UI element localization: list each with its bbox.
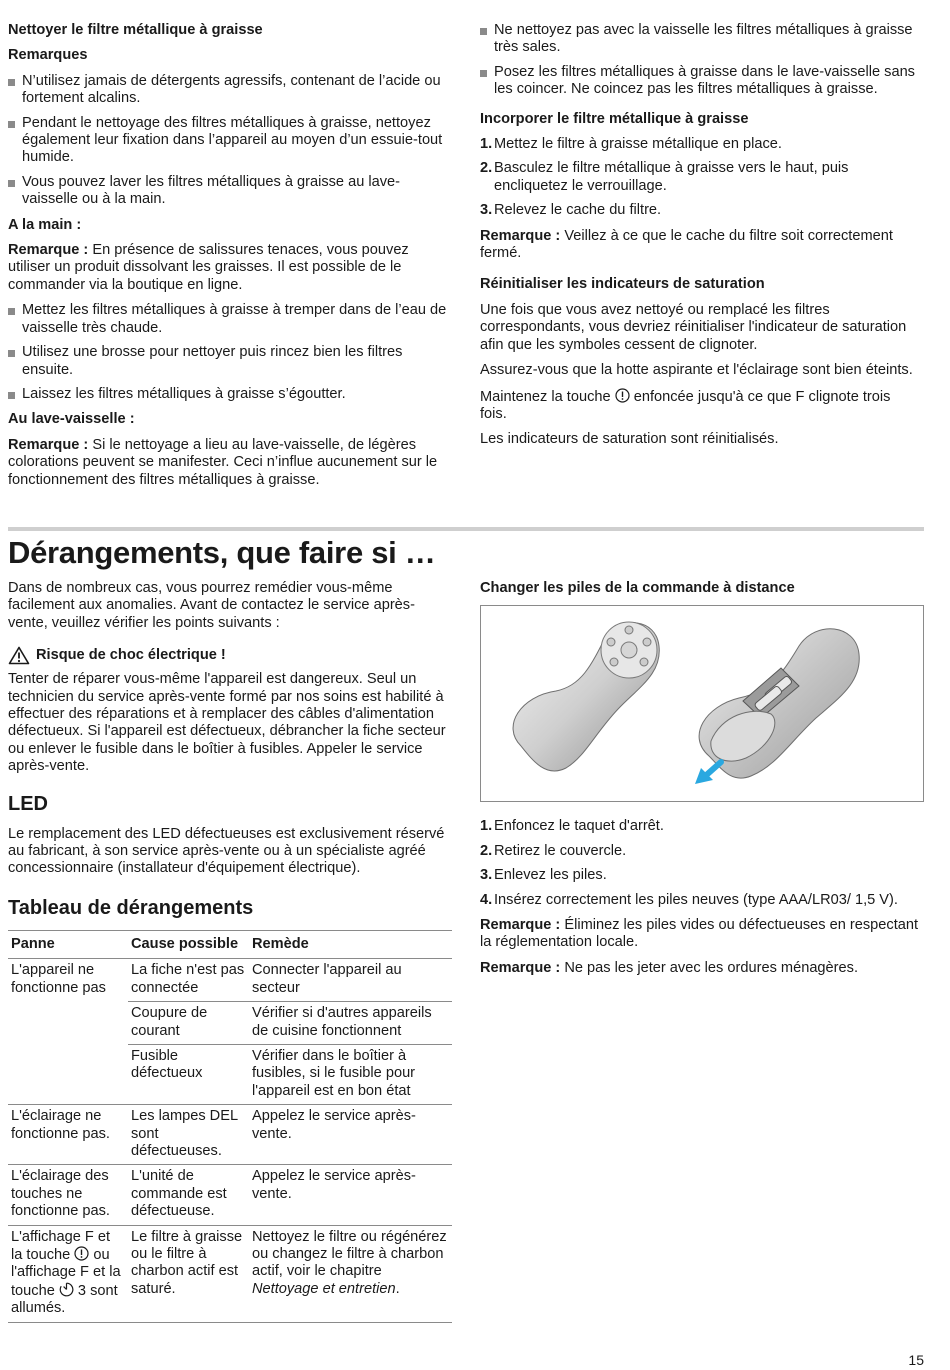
- note-household-waste: [480, 960, 924, 977]
- step-number: 1.: [480, 136, 493, 153]
- column-header: Panne: [8, 930, 128, 958]
- text: L'affichage F et la touche: [11, 1228, 111, 1263]
- list-item: [480, 843, 924, 860]
- step-number: 3.: [480, 867, 493, 884]
- list-item: [480, 867, 924, 884]
- section-cleaning-metal-filter: [8, 22, 448, 497]
- paragraph: Une fois que vous avez nettoyé ou remplacé les filtres correspondants, vous devriez réinitialiser l'indicateur de saturation afin que les symboles cessent de clignoter.: [480, 301, 907, 353]
- step-number: 1.: [480, 818, 493, 835]
- table-cell: Le filtre à graisse ou le filtre à charbon actif est saturé.: [128, 1225, 249, 1322]
- step-text: Basculez le filtre métallique à graisse vers le haut, puis encliquetez le verrouillage.: [494, 160, 849, 194]
- list-item: Laissez les filtres métalliques à graisse s’égoutter.: [8, 386, 448, 403]
- list-item: Utilisez une brosse pour nettoyer puis rincez bien les filtres ensuite.: [8, 344, 448, 379]
- table-header-row: [8, 930, 452, 958]
- timer-icon: [59, 1282, 74, 1297]
- remote-control-illustration: [480, 605, 924, 802]
- section-remote-batteries: [480, 580, 924, 985]
- text: enfoncée jusqu'à ce que F clignote trois fois.: [480, 388, 891, 422]
- list-item: Mettez les filtres métalliques à graisse à tremper dans de l’eau de vaisselle très chaude.: [8, 302, 448, 337]
- heading-reset-indicators: Réinitialiser les indicateurs de saturation: [480, 276, 765, 293]
- led-paragraph: Le remplacement des LED défectueuses est exclusivement réservé au fabricant, à son service après-vente ou à un spécialiste agréé concessionnaire (installateur d'équipement électrique).: [8, 825, 445, 877]
- note-label: Remarque :: [8, 242, 89, 259]
- text: ou l'affichage F et la touche: [11, 1246, 121, 1299]
- step-text: Relevez le cache du filtre.: [494, 202, 662, 219]
- text: Nettoyez le filtre ou régénérez ou changez le filtre à charbon actif, voir le chapitre: [252, 1228, 447, 1280]
- note-install: [480, 228, 918, 263]
- note-text: Éliminez les piles vides ou défectueuses en respectant la réglementation locale.: [480, 917, 919, 951]
- step-number: 4.: [480, 891, 493, 908]
- table-cell: Appelez le service après-vente.: [249, 1105, 452, 1165]
- remote-closed: [513, 622, 659, 771]
- note-text: Veillez à ce que le cache du filtre soit correctement fermé.: [480, 227, 893, 262]
- text: Maintenez la touche: [480, 388, 615, 405]
- list-item: [480, 892, 924, 909]
- heading-dishwasher: Au lave-vaisselle :: [8, 411, 135, 428]
- table-cell: Coupure de courant: [128, 1002, 249, 1045]
- table-row: [8, 1105, 452, 1165]
- heading-by-hand: A la main :: [8, 216, 82, 233]
- list-item: Pendant le nettoyage des filtres métalliques à graisse, nettoyez également leur fixation dans l’appareil au moyen d’un essuie-tout humide.: [8, 115, 448, 167]
- list-item: Ne nettoyez pas avec la vaisselle les filtres métalliques à graisse très sales.: [480, 22, 918, 57]
- remote-control-drawing: [481, 606, 923, 801]
- list-item: [480, 818, 924, 835]
- table-row: [8, 959, 452, 1002]
- warning-title: Risque de choc électrique !: [36, 647, 226, 664]
- step-text: Enlevez les piles.: [494, 867, 607, 884]
- list-item: [480, 136, 918, 153]
- heading-remote-batteries: Changer les piles de la commande à distance: [480, 580, 795, 596]
- table-cell: [8, 1225, 128, 1322]
- warning-heading: [8, 646, 452, 665]
- table-cell: La fiche n'est pas connectée: [128, 959, 249, 1002]
- note-dispose: [480, 917, 924, 952]
- section-troubleshooting: [8, 580, 452, 1323]
- step-text: Mettez le filtre à graisse métallique en place.: [494, 136, 782, 153]
- table-row: [8, 1225, 452, 1322]
- remarks-list: [8, 73, 448, 209]
- remote-open: [695, 629, 859, 784]
- page-number: 15: [908, 1352, 924, 1368]
- note-label: Remarque :: [480, 917, 561, 934]
- fault-table: [8, 930, 452, 1323]
- note-text: Ne pas les jeter avec les ordures ménagères.: [560, 959, 858, 976]
- table-row: [8, 1165, 452, 1225]
- step-number: 2.: [480, 842, 493, 859]
- list-item: [480, 202, 918, 219]
- paragraph: Assurez-vous que la hotte aspirante et l'éclairage sont bien éteints.: [480, 362, 913, 379]
- warning-triangle-icon: [8, 646, 30, 665]
- battery-steps: [480, 818, 924, 909]
- chapter-reference: Nettoyage et entretien: [252, 1280, 396, 1297]
- filter-symbol-icon: [74, 1246, 89, 1261]
- hand-steps-list: [8, 302, 448, 403]
- section-title: Dérangements, que faire si …: [8, 535, 436, 570]
- heading-fault-table: Tableau de dérangements: [8, 896, 254, 919]
- section-install-filter: [480, 22, 918, 457]
- column-header: Remède: [249, 930, 452, 958]
- note-label: Remarque :: [480, 227, 561, 244]
- table-cell: [249, 1225, 452, 1322]
- table-cell: L'éclairage ne fonctionne pas.: [8, 1105, 128, 1165]
- table-cell: Vérifier dans le boîtier à fusibles, si le fusible pour l'appareil est en bon état: [249, 1044, 452, 1104]
- step-number: 2.: [480, 160, 493, 177]
- filter-symbol-icon: [615, 388, 630, 403]
- heading-led: LED: [8, 792, 48, 815]
- install-steps: [480, 136, 918, 220]
- step-text: Retirez le couvercle.: [494, 842, 627, 859]
- heading-remarks: Remarques: [8, 47, 88, 64]
- list-item: Posez les filtres métalliques à graisse dans le lave-vaisselle sans les coincer. Ne coincez pas les filtres métalliques à graisse.: [480, 64, 918, 99]
- heading-clean-filter: Nettoyer le filtre métallique à graisse: [8, 22, 263, 38]
- step-text: Insérez correctement les piles neuves (type AAA/LR03/ 1,5 V).: [494, 891, 898, 908]
- list-item: [480, 160, 918, 195]
- warning-text: Tenter de réparer vous-même l'appareil est dangereux. Seul un technicien du service après-vente formé par nos soins est habilité à effectuer des réparations et à remplacer des câbles d'alimentation défectueux. Si l'appareil est défectueux, débrancher la fiche secteur ou enlever le fusible dans le boîtier à fusibles. Appeler le service après-vente.: [8, 671, 446, 775]
- dishwasher-bullets: [480, 22, 918, 99]
- column-header: Cause possible: [128, 930, 249, 958]
- heading-install-filter: Incorporer le filtre métallique à graisse: [480, 110, 749, 127]
- note-text: Si le nettoyage a lieu au lave-vaisselle, de légères colorations peuvent se manifester. Ceci n’influe aucunement sur le fonctionnement des filtres métalliques à graisse.: [8, 436, 438, 488]
- note-label: Remarque :: [8, 436, 89, 453]
- note-text: En présence de salissures tenaces, vous pouvez utiliser un produit dissolvant les graisses. Il est possible de le commander via la boutique en ligne.: [8, 242, 409, 293]
- step-text: Enfoncez le taquet d'arrêt.: [494, 818, 664, 835]
- step-number: 3.: [480, 202, 493, 219]
- paragraph: [480, 388, 918, 424]
- table-cell: Fusible défectueux: [128, 1044, 249, 1104]
- list-item: Vous pouvez laver les filtres métalliques à graisse au lave-vaisselle ou à la main.: [8, 174, 448, 209]
- note-label: Remarque :: [480, 959, 561, 976]
- section-divider: [8, 527, 924, 531]
- table-cell: Les lampes DEL sont défectueuses.: [128, 1105, 249, 1165]
- table-cell: L'appareil ne fonctionne pas: [8, 959, 128, 1105]
- list-item: N’utilisez jamais de détergents agressifs, contenant de l’acide ou fortement alcalins.: [8, 73, 448, 108]
- table-cell: L'unité de commande est défectueuse.: [128, 1165, 249, 1225]
- text: .: [395, 1280, 400, 1297]
- table-cell: L'éclairage des touches ne fonctionne pas.: [8, 1165, 128, 1225]
- text: 3 sont allumés.: [11, 1282, 118, 1317]
- note-dishwasher: [8, 437, 448, 489]
- note-by-hand: [8, 242, 448, 294]
- paragraph: Les indicateurs de saturation sont réinitialisés.: [480, 431, 779, 448]
- table-cell: Connecter l'appareil au secteur: [249, 959, 452, 1002]
- table-cell: Vérifier si d'autres appareils de cuisine fonctionnent: [249, 1002, 452, 1045]
- intro-paragraph: Dans de nombreux cas, vous pourrez remédier vous-même facilement aux anomalies. Avant de contactez le service après-vente, veuillez vérifier les points suivants :: [8, 580, 415, 631]
- table-cell: Appelez le service après-vente.: [249, 1165, 452, 1225]
